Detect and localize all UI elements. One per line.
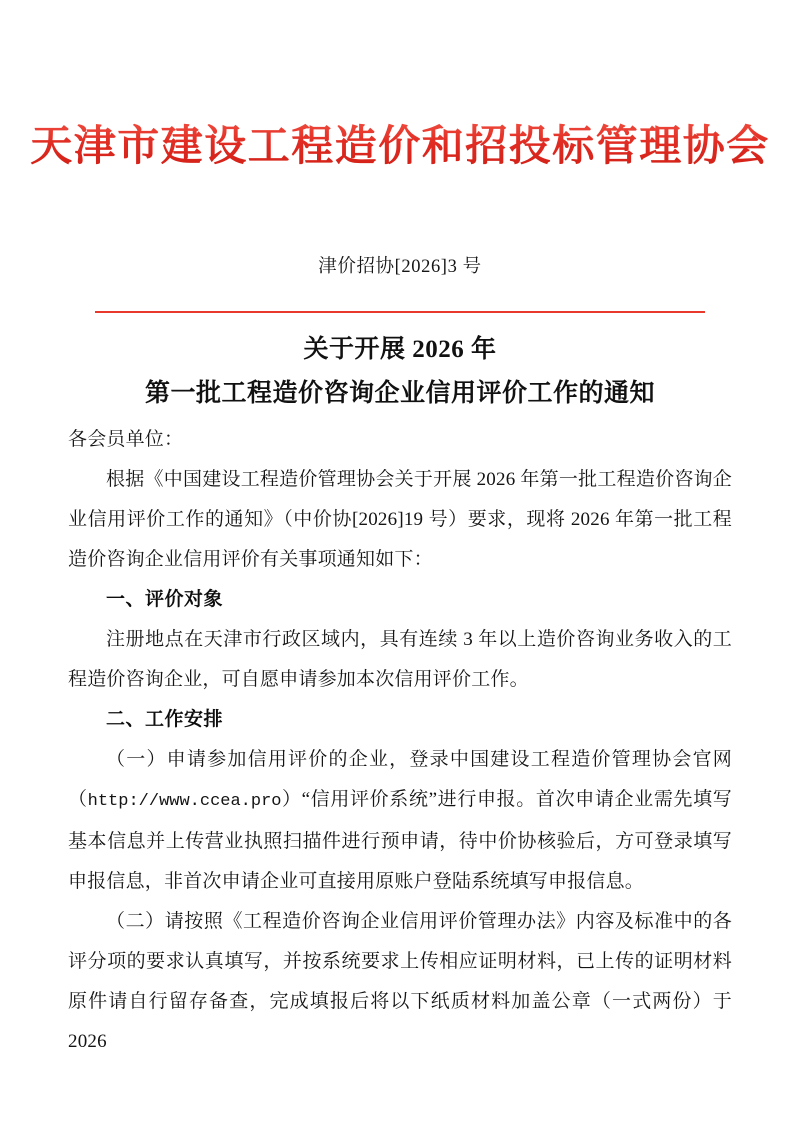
item-two-paragraph: （二）请按照《工程造价咨询企业信用评价管理办法》内容及标准中的各评分项的要求认真填写，并按系统要求上传相应证明材料，已上传的证明材料原件请自行留存备查，完成填报后将以下纸质材料加盖公章（一式两份）于 2026 — [68, 911, 732, 1052]
section-heading-2: 二、工作安排 — [106, 709, 224, 730]
item-one-suffix: ）“信用评价系统”进行申报。首次申请企业需先填写基本信息并上传营业执照扫描件进行预申请，待中价协核验后，方可登录填写申报信息，非首次申请企业可直接用原账户登陆系统填写申报信息。 — [68, 789, 732, 892]
salutation: 各会员单位： — [68, 429, 184, 450]
item-one-prefix: （一）申请参加信用评价的企业，登录中国建设工程造价管理协会官网（ — [68, 749, 732, 810]
issuing-organization-title: 天津市建设工程造价和招投标管理协会 — [30, 122, 770, 173]
document-title-line-1: 关于开展 2026 年 — [303, 336, 497, 363]
document-title-line-2: 第一批工程造价咨询企业信用评价工作的通知 — [144, 380, 655, 407]
item-one-paragraph — [68, 740, 732, 902]
section-heading-1: 一、评价对象 — [106, 589, 224, 610]
document-serial-number: 津价招协[2026]3 号 — [318, 257, 482, 277]
intro-paragraph: 根据《中国建设工程造价管理协会关于开展 2026 年第一批工程造价咨询企业信用评价工作的通知》（中价协[2026]19 号）要求，现将 2026 年第一批工程造价咨询企业信用评价有关事项通知如下： — [68, 469, 732, 570]
document-title — [0, 328, 800, 416]
ccea-website-url: http://www.ccea.pro — [87, 792, 282, 811]
red-separator-rule — [95, 311, 705, 313]
document-body — [68, 420, 732, 1062]
section-1-paragraph: 注册地点在天津市行政区域内，具有连续 3 年以上造价咨询业务收入的工程造价咨询企业，可自愿申请参加本次信用评价工作。 — [68, 629, 732, 690]
masthead — [0, 122, 800, 173]
